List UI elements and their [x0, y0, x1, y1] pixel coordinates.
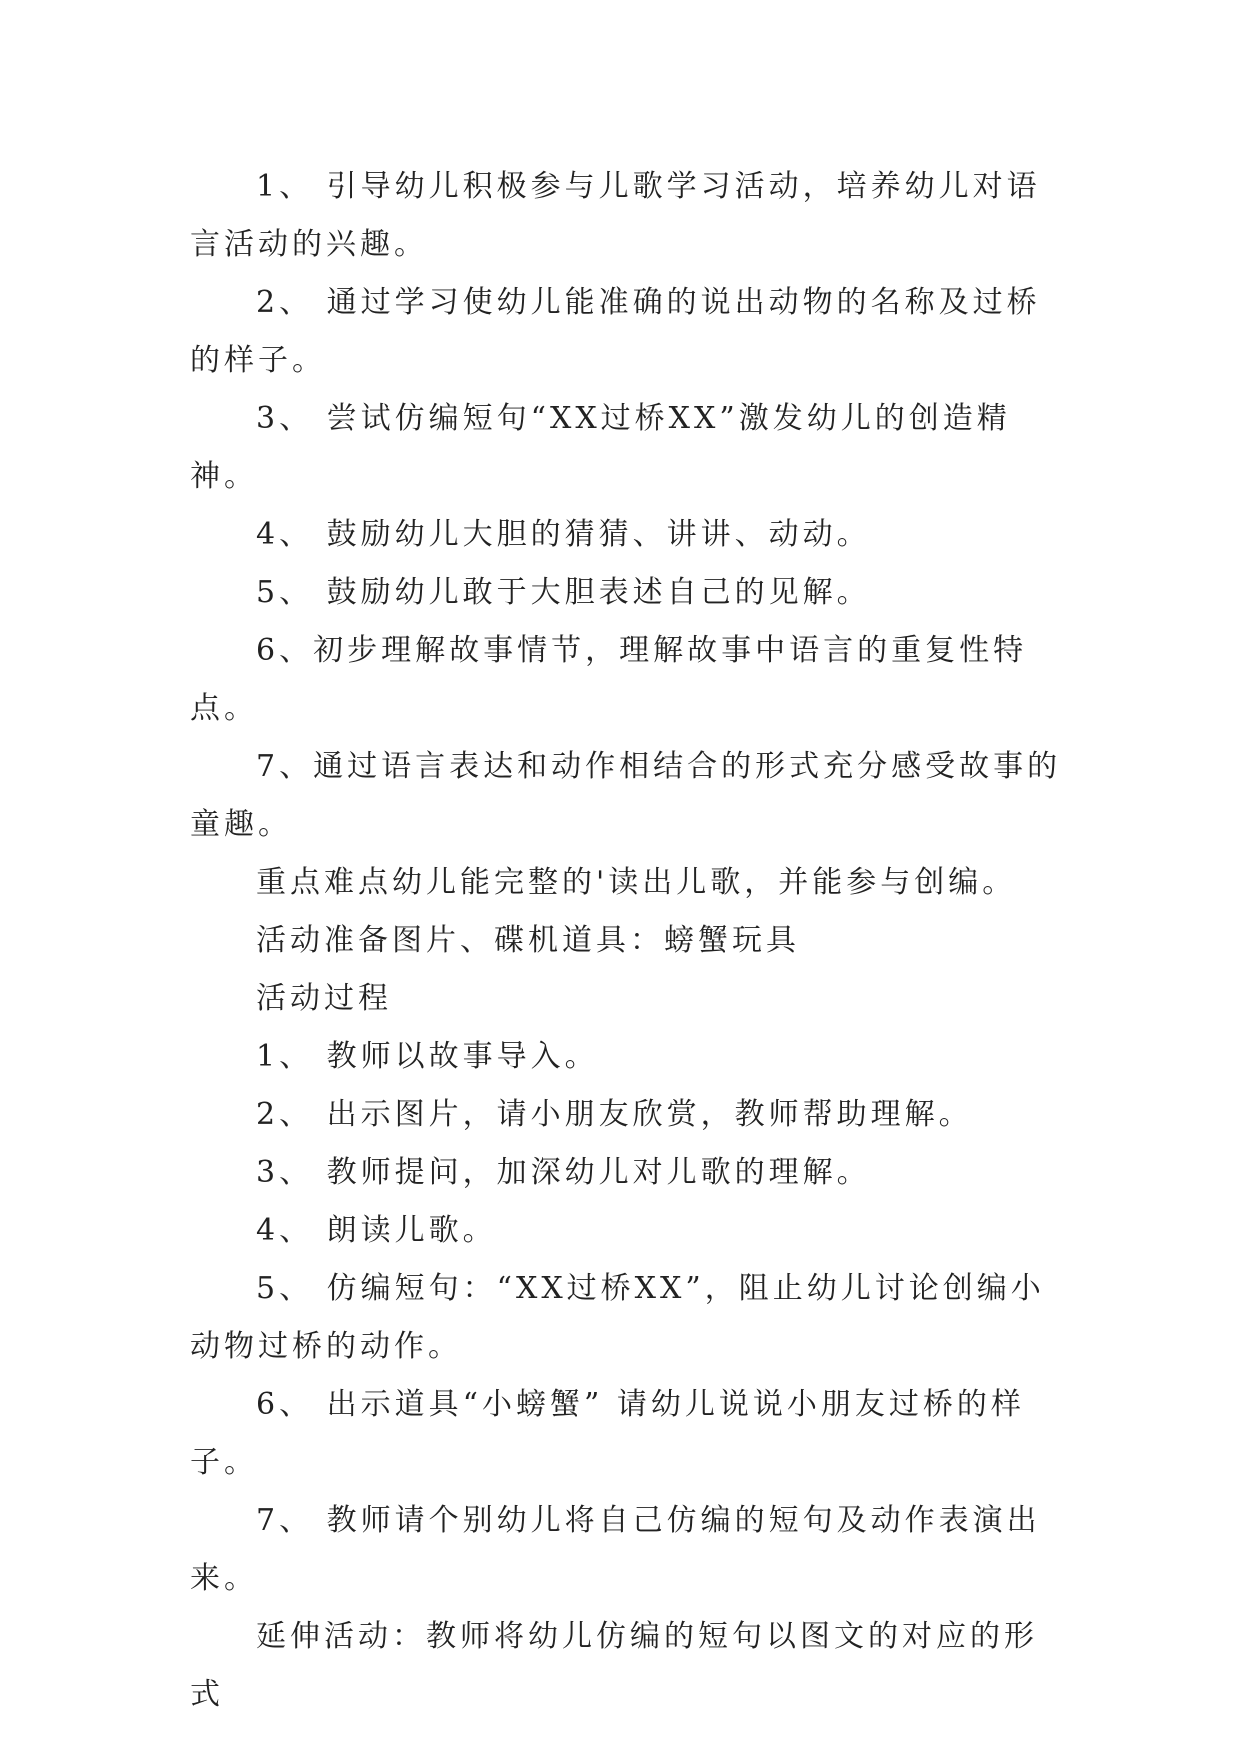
document-body	[190, 158, 1070, 1724]
extension-activity: 延伸活动：教师将幼儿仿编的短句以图文的对应的形式	[190, 1619, 1038, 1712]
activity-preparation: 活动准备图片、碟机道具：螃蟹玩具	[256, 923, 800, 958]
process-step-3: 3、 教师提问，加深幼儿对儿歌的理解。	[256, 1155, 871, 1190]
objective-4: 4、 鼓励幼儿大胆的猜猜、讲讲、动动。	[256, 517, 871, 552]
objective-7: 7、通过语言表达和动作相结合的形式充分感受故事的童趣。	[190, 749, 1062, 842]
process-step-1: 1、 教师以故事导入。	[256, 1039, 599, 1074]
objective-2: 2、 通过学习使幼儿能准确的说出动物的名称及过桥的样子。	[190, 285, 1041, 378]
objective-6: 6、初步理解故事情节，理解故事中语言的重复性特点。	[190, 633, 1028, 726]
activity-process-heading: 活动过程	[256, 981, 392, 1016]
objective-5: 5、 鼓励幼儿敢于大胆表述自己的见解。	[256, 575, 871, 610]
objective-1: 1、 引导幼儿积极参与儿歌学习活动，培养幼儿对语言活动的兴趣。	[190, 169, 1041, 262]
process-step-5: 5、 仿编短句：“XX过桥XX”，阻止幼儿讨论创编小动物过桥的动作。	[190, 1271, 1045, 1364]
process-step-6: 6、 出示道具“小螃蟹” 请幼儿说说小朋友过桥的样子。	[190, 1387, 1025, 1480]
process-step-2: 2、 出示图片，请小朋友欣赏，教师帮助理解。	[256, 1097, 973, 1132]
process-step-7: 7、 教师请个别幼儿将自己仿编的短句及动作表演出来。	[190, 1503, 1041, 1596]
objective-3: 3、 尝试仿编短句“XX过桥XX”激发幼儿的创造精神。	[190, 401, 1011, 494]
key-difficulty: 重点难点幼儿能完整的'读出儿歌，并能参与创编。	[256, 865, 1017, 900]
process-step-4: 4、 朗读儿歌。	[256, 1213, 497, 1248]
